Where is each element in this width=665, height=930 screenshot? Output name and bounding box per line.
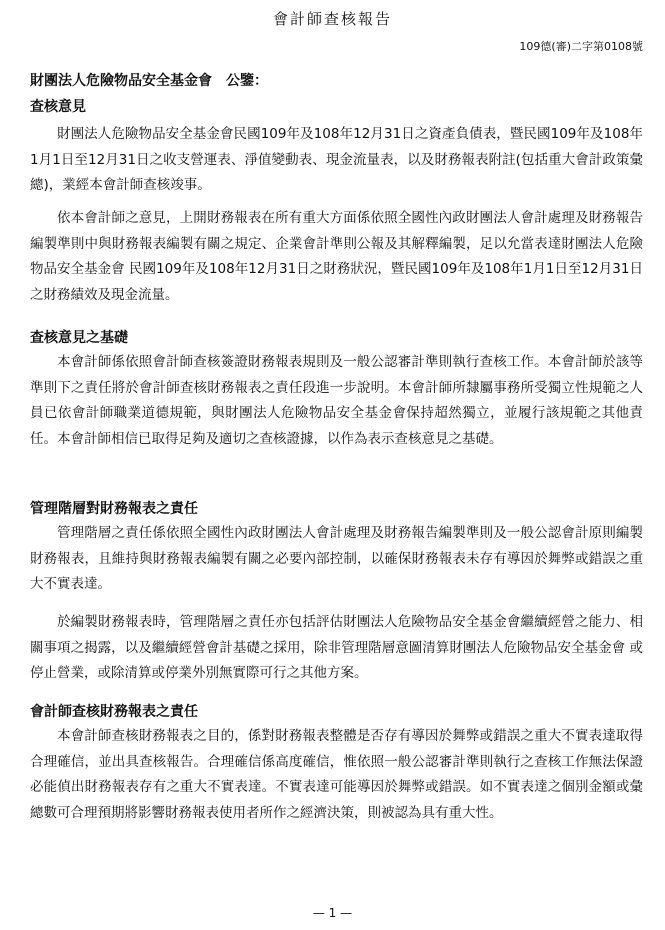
paragraph-basis-for-opinion: 本會計師係依照會計師查核簽證財務報表規則及一般公認審計準則執行查核工作。本會計師於該等準則下之責任將於會計師查核財務報表之責任段進一步說明。本會計師所隸屬事務所受獨立性規範之人員已依會計師職業道德規範，與財團法人危險物品安全基金會保持超然獨立，並履行該規範之其他責任。本會計師相信已取得足夠及適切之查核證據，以作為表示查核意見之基礎。 (30, 354, 643, 447)
section-heading-audit-opinion: 查核意見 (30, 99, 86, 115)
section-heading-basis-for-opinion: 查核意見之基礎 (30, 330, 128, 346)
document-number: 109德(審)二字第0108號 (519, 40, 643, 53)
paragraph-auditor-responsibility: 本會計師查核財務報表之目的，係對財務報表整體是否存有導因於舞弊或錯誤之重大不實表達取得合理確信，並出具查核報告。合理確信係高度確信，惟依照一般公認審計準則執行之查核工作無法保證必能偵出財務報表存有之重大不實表達。不實表達可能導因於舞弊或錯誤。如不實表達之個別金額或彙總數可合理預期將影響財務報表使用者所作之經濟決策，則被認為具有重大性。 (30, 728, 643, 821)
paragraph-audit-opinion-2: 依本會計師之意見，上開財務報表在所有重大方面係依照全國性內政財團法人會計處理及財務報告編製準則中與財務報表編製有關之規定、企業會計準則公報及其解釋編製，足以允當表達財團法人危險物品安全基金會 民國109年及108年12月31日之財務狀況，暨民國109年及108年1月1日至12月31日之財務績效及現金流量。 (30, 210, 643, 303)
paragraph-management-responsibility-2: 於編製財務報表時，管理階層之責任亦包括評估財團法人危險物品安全基金會繼續經營之能力、相關事項之揭露，以及繼續經營會計基礎之採用，除非管理階層意圖清算財團法人危險物品安全基金會 或停止營業，或除清算或停業外別無實際可行之其他方案。 (30, 614, 643, 681)
paragraph-management-responsibility-1: 管理階層之責任係依照全國性內政財團法人會計處理及財務報告編製準則及一般公認會計原則編製財務報表，且維持與財務報表編製有關之必要內部控制，以確保財務報表未存有導因於舞弊或錯誤之重大不實表達。 (30, 525, 643, 592)
paragraph-audit-opinion-1: 財團法人危險物品安全基金會民國109年及108年12月31日之資產負債表，暨民國109年及108年1月1日至12月31日之收支營運表、淨值變動表、現金流量表，以及財務報表附註(包括重大會計政策彙總)，業經本會計師查核竣事。 (30, 126, 643, 193)
section-heading-auditor-responsibility: 會計師查核財務報表之責任 (30, 704, 198, 720)
section-heading-management-responsibility: 管理階層對財務報表之責任 (30, 501, 198, 517)
addressee: 財團法人危險物品安全基金會 公鑒： (30, 73, 268, 89)
page-number: — 1 — (312, 906, 353, 920)
report-title: 會計師查核報告 (272, 10, 392, 28)
